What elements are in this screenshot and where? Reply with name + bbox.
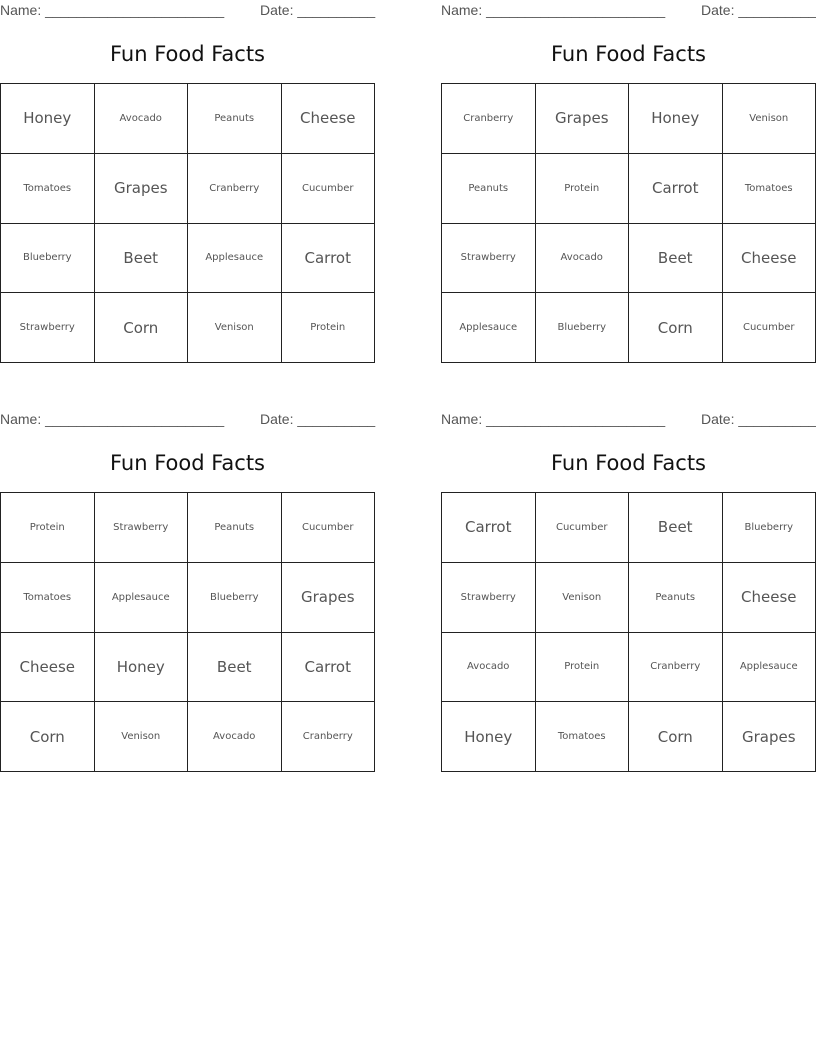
bingo-cell: Protein (536, 154, 630, 224)
card-title: Fun Food Facts (110, 42, 265, 66)
bingo-cell: Beet (95, 224, 189, 294)
bingo-cell: Carrot (442, 493, 536, 563)
card-header (441, 409, 816, 431)
bingo-cell: Avocado (95, 84, 189, 154)
bingo-cell: Cucumber (723, 293, 816, 363)
bingo-cell: Blueberry (536, 293, 630, 363)
bingo-cell: Grapes (536, 84, 630, 154)
bingo-cell: Venison (723, 84, 816, 154)
bingo-cell: Blueberry (1, 224, 95, 294)
bingo-cell: Venison (188, 293, 282, 363)
card-title: Fun Food Facts (551, 42, 706, 66)
bingo-grid (441, 83, 816, 363)
bingo-cell: Venison (536, 563, 630, 633)
bingo-cell: Cheese (1, 633, 95, 703)
bingo-cell: Carrot (629, 154, 723, 224)
bingo-cell: Protein (536, 633, 630, 703)
bingo-cell: Honey (629, 84, 723, 154)
card-header (441, 0, 816, 22)
bingo-cell: Grapes (723, 702, 816, 772)
bingo-cell: Applesauce (442, 293, 536, 363)
bingo-cell: Cranberry (282, 702, 376, 772)
bingo-cell: Tomatoes (1, 563, 95, 633)
bingo-cell: Grapes (282, 563, 376, 633)
bingo-cell: Avocado (442, 633, 536, 703)
name-field: Name: _______________________ (0, 411, 225, 427)
bingo-cell: Beet (629, 224, 723, 294)
bingo-cell: Strawberry (1, 293, 95, 363)
name-field: Name: _______________________ (0, 2, 225, 18)
bingo-grid (441, 492, 816, 772)
name-field: Name: _______________________ (441, 2, 666, 18)
bingo-cell: Cucumber (282, 154, 376, 224)
bingo-cell: Cheese (723, 224, 816, 294)
bingo-cell: Strawberry (442, 224, 536, 294)
bingo-cell: Cucumber (282, 493, 376, 563)
card-title: Fun Food Facts (551, 451, 706, 475)
bingo-cell: Applesauce (188, 224, 282, 294)
bingo-cell: Tomatoes (536, 702, 630, 772)
bingo-cell: Corn (1, 702, 95, 772)
bingo-cell: Peanuts (188, 493, 282, 563)
card-title: Fun Food Facts (110, 451, 265, 475)
bingo-cell: Strawberry (442, 563, 536, 633)
bingo-cell: Peanuts (629, 563, 723, 633)
bingo-cell: Applesauce (723, 633, 816, 703)
bingo-cell: Honey (442, 702, 536, 772)
bingo-cell: Protein (1, 493, 95, 563)
bingo-cell: Tomatoes (1, 154, 95, 224)
card-header (0, 409, 375, 431)
bingo-cell: Venison (95, 702, 189, 772)
bingo-cell: Strawberry (95, 493, 189, 563)
bingo-cell: Cheese (723, 563, 816, 633)
name-field: Name: _______________________ (441, 411, 666, 427)
bingo-grid (0, 492, 375, 772)
bingo-cell: Carrot (282, 224, 376, 294)
bingo-cell: Blueberry (723, 493, 816, 563)
bingo-cell: Corn (629, 293, 723, 363)
bingo-cell: Grapes (95, 154, 189, 224)
date-field: Date: __________ (701, 2, 816, 18)
bingo-cell: Avocado (536, 224, 630, 294)
bingo-cell: Cranberry (629, 633, 723, 703)
bingo-cell: Cheese (282, 84, 376, 154)
bingo-cell: Cranberry (188, 154, 282, 224)
card-header (0, 0, 375, 22)
bingo-cell: Honey (1, 84, 95, 154)
bingo-grid (0, 83, 375, 363)
bingo-cell: Beet (188, 633, 282, 703)
date-field: Date: __________ (260, 411, 376, 427)
bingo-cell: Corn (95, 293, 189, 363)
bingo-cell: Cranberry (442, 84, 536, 154)
bingo-cell: Tomatoes (723, 154, 816, 224)
bingo-cell: Blueberry (188, 563, 282, 633)
bingo-cell: Honey (95, 633, 189, 703)
bingo-cell: Peanuts (188, 84, 282, 154)
bingo-cell: Beet (629, 493, 723, 563)
bingo-cell: Peanuts (442, 154, 536, 224)
bingo-cell: Carrot (282, 633, 376, 703)
bingo-cell: Protein (282, 293, 376, 363)
bingo-cell: Avocado (188, 702, 282, 772)
bingo-cell: Corn (629, 702, 723, 772)
bingo-cell: Cucumber (536, 493, 630, 563)
bingo-cell: Applesauce (95, 563, 189, 633)
date-field: Date: __________ (701, 411, 816, 427)
date-field: Date: __________ (260, 2, 376, 18)
